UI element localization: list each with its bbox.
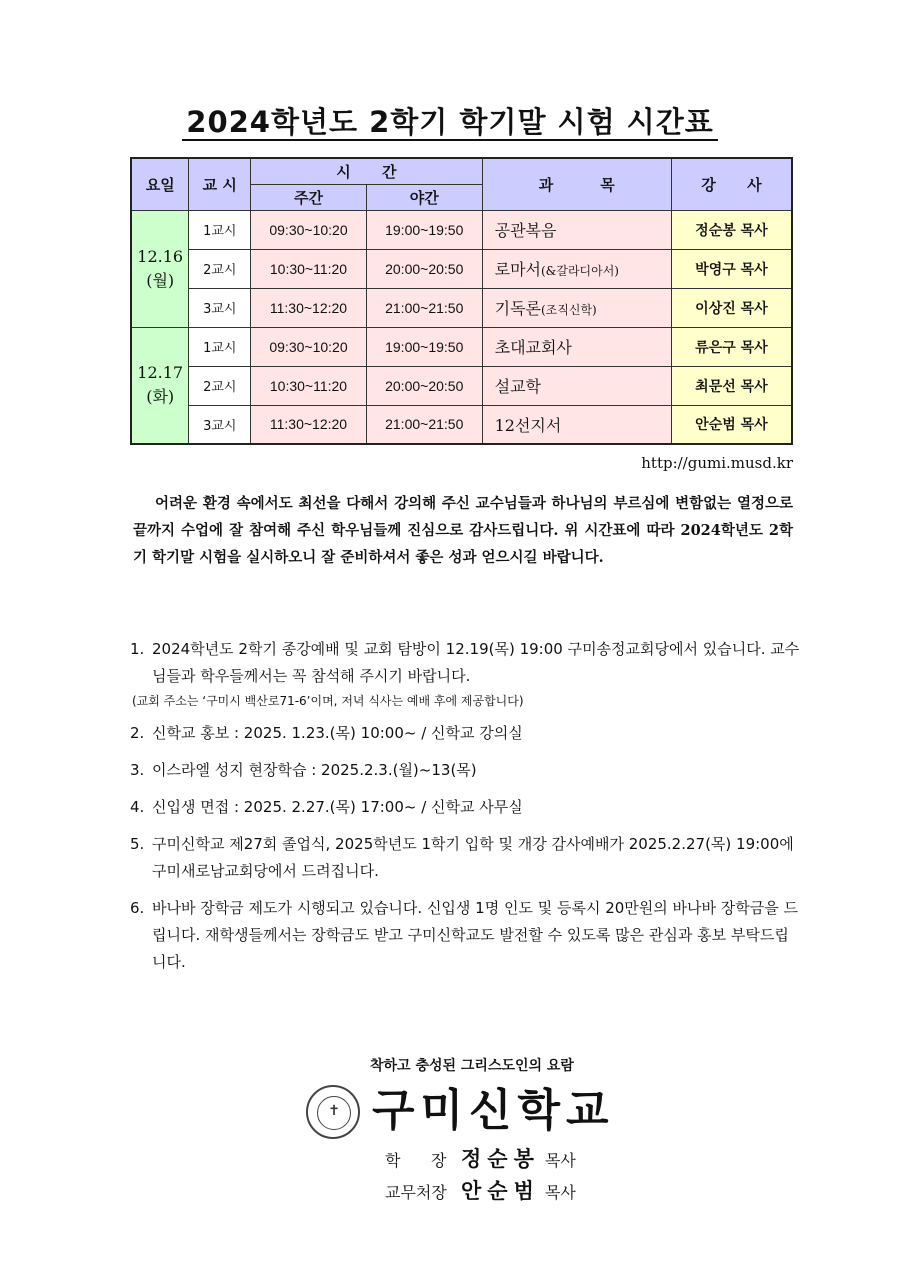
table-row bbox=[131, 288, 792, 327]
day-time-cell: 10:30~11:20 bbox=[251, 366, 367, 405]
notice-text: 신학교 홍보 : 2025. 1.23.(목) 10:00~ / 신학교 강의실 bbox=[152, 724, 523, 742]
school-motto: 착하고 충성된 그리스도인의 요람 bbox=[370, 1058, 574, 1074]
signer-name: 안순범 bbox=[461, 1178, 540, 1203]
page-title bbox=[0, 100, 900, 141]
notice-number: 1. bbox=[130, 640, 145, 658]
header-day: 요일 bbox=[131, 158, 189, 210]
notice-item bbox=[130, 895, 800, 976]
notice-item bbox=[130, 636, 800, 710]
header-subject: 과 목 bbox=[482, 158, 671, 210]
day-time-cell: 11:30~12:20 bbox=[251, 405, 367, 444]
subject-name: 공관복음 bbox=[494, 221, 557, 240]
notice-text: 신입생 면접 : 2025. 2.27.(목) 17:00~ / 신학교 사무실 bbox=[152, 798, 523, 816]
notice-item bbox=[130, 794, 800, 821]
notice-text: 2024학년도 2학기 종강예배 및 교회 탐방이 12.19(목) 19:00 구미송정교회당에서 있습니다. 교수님들과 학우들께서는 꼭 참석해 주시기 바랍니다. bbox=[152, 640, 800, 685]
notice-number: 3. bbox=[130, 761, 145, 779]
notice-number: 2. bbox=[130, 724, 145, 742]
instructor-cell: 이상진 목사 bbox=[671, 288, 792, 327]
subject-name: 12선지서 bbox=[494, 415, 562, 435]
header-day-time: 주간 bbox=[251, 184, 367, 210]
table-row bbox=[131, 249, 792, 288]
header-time: 시 간 bbox=[251, 158, 483, 184]
table-row bbox=[131, 366, 792, 405]
table-row bbox=[131, 405, 792, 444]
night-time-cell: 21:00~21:50 bbox=[366, 288, 482, 327]
night-time-cell: 19:00~19:50 bbox=[366, 210, 482, 249]
table-row bbox=[131, 327, 792, 366]
day-time-cell: 09:30~10:20 bbox=[251, 327, 367, 366]
header-instructor: 강 사 bbox=[671, 158, 792, 210]
notice-subnote: (교회 주소는 ‘구미시 백산로71-6’이며, 저녁 식사는 예배 후에 제공합니다) bbox=[132, 694, 524, 708]
notice-item bbox=[130, 720, 800, 747]
signer-title: 목사 bbox=[544, 1183, 576, 1202]
instructor-cell: 정순봉 목사 bbox=[671, 210, 792, 249]
night-time-cell: 19:00~19:50 bbox=[366, 327, 482, 366]
seal-icon: ✝ bbox=[306, 1085, 360, 1139]
notice-item bbox=[130, 757, 800, 784]
day-time-cell: 11:30~12:20 bbox=[251, 288, 367, 327]
notice-item bbox=[130, 831, 800, 885]
school-url: http://gumi.musd.kr bbox=[641, 454, 793, 472]
header-period: 교 시 bbox=[189, 158, 251, 210]
notice-number: 6. bbox=[130, 899, 145, 917]
notice-text: 바나바 장학금 제도가 시행되고 있습니다. 신입생 1명 인도 및 등록시 20만원의 바나바 장학금을 드립니다. 재학생들께서는 장학금도 받고 구미신학교도 발전할 수 있도록 많은 관심과 홍보 부탁드립니다. bbox=[152, 899, 799, 971]
date-cell bbox=[131, 327, 189, 444]
signer-role: 학 장 bbox=[385, 1151, 447, 1170]
subject-cell bbox=[482, 249, 671, 288]
subject-name: 기독론 bbox=[494, 299, 541, 318]
signer-name: 정순봉 bbox=[461, 1146, 540, 1171]
date-cell bbox=[131, 210, 189, 327]
subject-cell bbox=[482, 405, 671, 444]
subject-name: 로마서 bbox=[494, 260, 541, 279]
subject-name: 초대교회사 bbox=[494, 338, 572, 357]
exam-date: 12.17 bbox=[137, 363, 184, 383]
night-time-cell: 20:00~20:50 bbox=[366, 249, 482, 288]
notice-number: 5. bbox=[130, 835, 145, 853]
day-time-cell: 10:30~11:20 bbox=[251, 249, 367, 288]
table-row bbox=[131, 210, 792, 249]
exam-weekday: (화) bbox=[146, 387, 175, 407]
school-name: 구미신학교 bbox=[372, 1085, 615, 1136]
instructor-cell: 류은구 목사 bbox=[671, 327, 792, 366]
period-cell: 2교시 bbox=[189, 249, 251, 288]
notice-text: 구미신학교 제27회 졸업식, 2025학년도 1학기 입학 및 개강 감사예배가 2025.2.27(목) 19:00에 구미새로남교회당에서 드려집니다. bbox=[152, 835, 794, 880]
subject-cell bbox=[482, 210, 671, 249]
subject-name: 설교학 bbox=[494, 377, 541, 396]
subject-note: (&갈라디아서) bbox=[540, 264, 619, 278]
period-cell: 3교시 bbox=[189, 288, 251, 327]
exam-weekday: (월) bbox=[146, 270, 175, 290]
signer-president bbox=[385, 1143, 576, 1173]
title-text: 2024학년도 2학기 학기말 시험 시간표 bbox=[182, 105, 717, 141]
intro-paragraph: 어려운 환경 속에서도 최선을 다해서 강의해 주신 교수님들과 하나님의 부르심에 변함없는 열정으로 끝까지 수업에 잘 참여해 주신 학우님들께 진심으로 감사드립니다. 위 시간표에 따라 2024학년도 2학기 학기말 시험을 실시하오니 잘 준비하셔서 좋은 성과 얻으시길 바랍니다. bbox=[133, 495, 793, 566]
subject-cell bbox=[482, 288, 671, 327]
subject-note: (조직신학) bbox=[540, 303, 597, 317]
period-cell: 1교시 bbox=[189, 327, 251, 366]
notice-text: 이스라엘 성지 현장학습 : 2025.2.3.(월)~13(목) bbox=[152, 761, 477, 779]
subject-cell bbox=[482, 366, 671, 405]
period-cell: 2교시 bbox=[189, 366, 251, 405]
night-time-cell: 21:00~21:50 bbox=[366, 405, 482, 444]
instructor-cell: 박영구 목사 bbox=[671, 249, 792, 288]
signer-role: 교무처장 bbox=[385, 1183, 447, 1202]
period-cell: 3교시 bbox=[189, 405, 251, 444]
period-cell: 1교시 bbox=[189, 210, 251, 249]
subject-cell bbox=[482, 327, 671, 366]
signer-title: 목사 bbox=[544, 1151, 576, 1170]
notice-number: 4. bbox=[130, 798, 145, 816]
signer-dean bbox=[385, 1175, 576, 1205]
instructor-cell: 최문선 목사 bbox=[671, 366, 792, 405]
exam-date: 12.16 bbox=[137, 246, 184, 266]
notice-list bbox=[130, 636, 800, 986]
header-night-time: 야간 bbox=[366, 184, 482, 210]
instructor-cell: 안순범 목사 bbox=[671, 405, 792, 444]
night-time-cell: 20:00~20:50 bbox=[366, 366, 482, 405]
day-time-cell: 09:30~10:20 bbox=[251, 210, 367, 249]
exam-schedule-table bbox=[130, 157, 793, 445]
